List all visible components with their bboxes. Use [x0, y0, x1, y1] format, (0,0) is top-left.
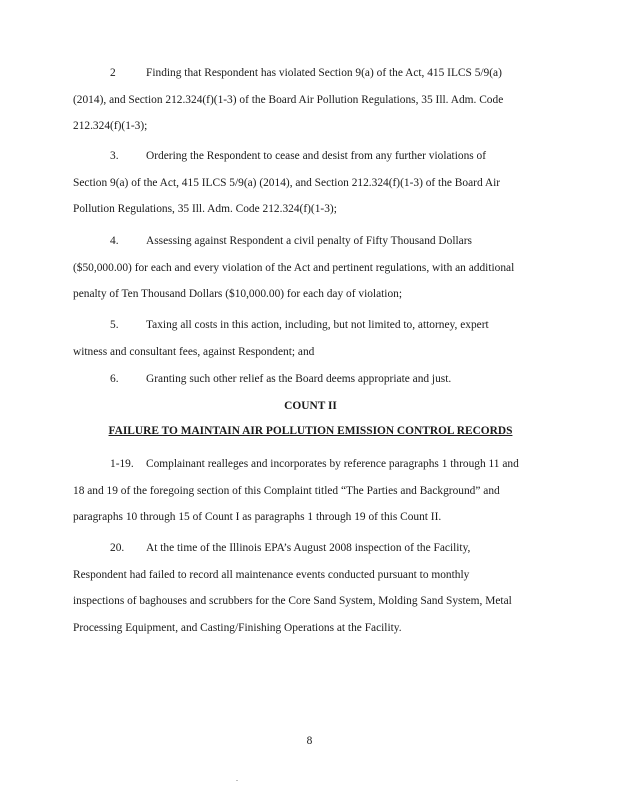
- paragraph-line: inspections of baghouses and scrubbers for the Core Sand System, Molding Sand System, Metal: [73, 595, 512, 607]
- count-title: FAILURE TO MAINTAIN AIR POLLUTION EMISSION CONTROL RECORDS: [108, 425, 513, 437]
- paragraph-number: 6.: [110, 373, 119, 385]
- paragraph-line: Pollution Regulations, 35 Ill. Adm. Code 212.324(f)(1-3);: [73, 203, 337, 215]
- paragraph-line: Finding that Respondent has violated Section 9(a) of the Act, 415 ILCS 5/9(a): [146, 67, 502, 79]
- paragraph-line: paragraphs 10 through 15 of Count I as paragraphs 1 through 19 of this Count II.: [73, 511, 442, 523]
- page-number: 8: [306, 735, 313, 747]
- prayer-paragraph-6: [73, 366, 548, 393]
- paragraph-line: Ordering the Respondent to cease and desist from any further violations of: [146, 150, 487, 162]
- paragraph-line: (2014), and Section 212.324(f)(1-3) of the Board Air Pollution Regulations, 35 Ill. Adm. Code: [73, 93, 504, 106]
- paragraph-line: Assessing against Respondent a civil penalty of Fifty Thousand Dollars: [146, 235, 472, 247]
- prayer-paragraph-2: [73, 60, 548, 140]
- paragraph-line: Taxing all costs in this action, including, but not limited to, attorney, expert: [146, 319, 489, 331]
- footer-mark: .: [236, 774, 238, 783]
- paragraph-line: witness and consultant fees, against Respondent; and: [73, 345, 315, 358]
- paragraph-line: Granting such other relief as the Board deems appropriate and just.: [146, 373, 452, 385]
- prayer-paragraph-5: [73, 312, 548, 365]
- paragraph-number: 5.: [110, 319, 119, 331]
- paragraph-number: 2: [110, 67, 116, 79]
- paragraph-number: 3.: [110, 150, 119, 162]
- count-heading: COUNT II: [284, 400, 337, 412]
- prayer-paragraph-4: [73, 228, 548, 308]
- count-paragraph-1-19: [73, 451, 548, 531]
- prayer-paragraph-3: [73, 143, 548, 223]
- paragraph-line: Section 9(a) of the Act, 415 ILCS 5/9(a) (2014), and Section 212.324(f)(1-3) of the Board Air: [73, 176, 501, 189]
- paragraph-number: 4.: [110, 235, 119, 247]
- paragraph-line: Respondent had failed to record all maintenance events conducted pursuant to monthly: [73, 568, 470, 581]
- paragraph-line: Processing Equipment, and Casting/Finishing Operations at the Facility.: [73, 621, 402, 634]
- paragraph-line: At the time of the Illinois EPA’s August 2008 inspection of the Facility,: [146, 542, 471, 554]
- paragraph-line: 18 and 19 of the foregoing section of this Complaint titled “The Parties and Background” and: [73, 484, 500, 497]
- paragraph-line: Complainant realleges and incorporates by reference paragraphs 1 through 11 and: [146, 458, 519, 470]
- paragraph-line: ($50,000.00) for each and every violation of the Act and pertinent regulations, with an additional: [73, 261, 515, 274]
- paragraph-line: 212.324(f)(1-3);: [73, 120, 148, 132]
- count-paragraph-20: [73, 535, 548, 641]
- paragraph-number: 1-19.: [110, 458, 134, 470]
- paragraph-line: penalty of Ten Thousand Dollars ($10,000.00) for each day of violation;: [73, 288, 403, 300]
- paragraph-number: 20.: [110, 542, 125, 554]
